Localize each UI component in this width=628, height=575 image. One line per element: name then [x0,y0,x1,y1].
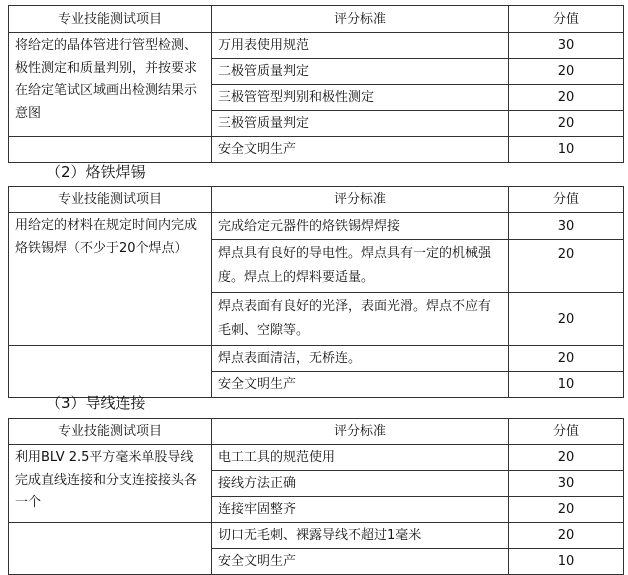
score-cell: 20 [509,445,624,471]
empty-cell [9,523,212,575]
score-cell: 10 [509,372,624,398]
criteria-cell: 焊点具有良好的导电性。焊点具有一定的机械强度。焊点上的焊料要适量。 [212,240,509,293]
test-item-description: 利用BLV 2.5平方毫米单股导线完成直线连接和分支连接接头各一个 [9,445,212,523]
header-test-item: 专业技能测试项目 [9,419,212,445]
criteria-cell: 三极管管型判别和极性测定 [212,85,509,111]
score-cell: 20 [509,346,624,372]
header-criteria: 评分标准 [212,187,509,213]
test-item-description: 将给定的晶体管进行管型检测、极性测定和质量判别，并按要求在给定笔试区域画出检测结果示意图 [9,33,212,137]
table-soldering [8,186,624,398]
table-header-row [9,6,624,33]
table-row [9,213,624,240]
score-cell: 20 [509,59,624,85]
table-header-row [9,187,624,213]
score-cell: 20 [509,497,624,523]
table-row [9,523,624,549]
score-cell: 20 [509,523,624,549]
table-row [9,33,624,59]
section-title-soldering: （2）烙铁焊锡 [46,163,146,181]
test-item-description: 用给定的材料在规定时间内完成烙铁锡焊（不少于20个焊点） [9,213,212,346]
score-cell: 20 [509,85,624,111]
header-criteria: 评分标准 [212,419,509,445]
criteria-cell: 接线方法正确 [212,471,509,497]
table-row [9,137,624,163]
criteria-cell: 焊点表面清洁，无桥连。 [212,346,509,372]
score-cell: 10 [509,137,624,163]
criteria-cell: 电工工具的规范使用 [212,445,509,471]
table-transistor-test [8,5,624,163]
header-test-item: 专业技能测试项目 [9,6,212,33]
criteria-cell: 安全文明生产 [212,137,509,163]
score-cell: 20 [509,293,624,346]
score-cell: 20 [509,111,624,137]
score-cell: 30 [509,213,624,240]
header-score: 分值 [509,187,624,213]
criteria-cell: 三极管质量判定 [212,111,509,137]
header-score: 分值 [509,419,624,445]
table-wire-connection [8,418,624,575]
criteria-cell: 切口无毛刺、裸露导线不超过1毫米 [212,523,509,549]
header-score: 分值 [509,6,624,33]
table-row [9,346,624,372]
empty-cell [9,346,212,398]
section-title-wire-connection: （3）导线连接 [46,394,146,412]
criteria-cell: 完成给定元器件的烙铁锡焊焊接 [212,213,509,240]
score-cell: 30 [509,33,624,59]
criteria-cell: 二极管质量判定 [212,59,509,85]
score-cell: 30 [509,471,624,497]
score-cell: 10 [509,549,624,575]
criteria-cell: 安全文明生产 [212,549,509,575]
header-criteria: 评分标准 [212,6,509,33]
criteria-cell: 连接牢固整齐 [212,497,509,523]
table-row [9,445,624,471]
table-header-row [9,419,624,445]
criteria-cell: 安全文明生产 [212,372,509,398]
score-cell: 20 [509,240,624,293]
empty-cell [9,137,212,163]
header-test-item: 专业技能测试项目 [9,187,212,213]
criteria-cell: 焊点表面有良好的光泽，表面光滑。焊点不应有毛刺、空隙等。 [212,293,509,346]
criteria-cell: 万用表使用规范 [212,33,509,59]
